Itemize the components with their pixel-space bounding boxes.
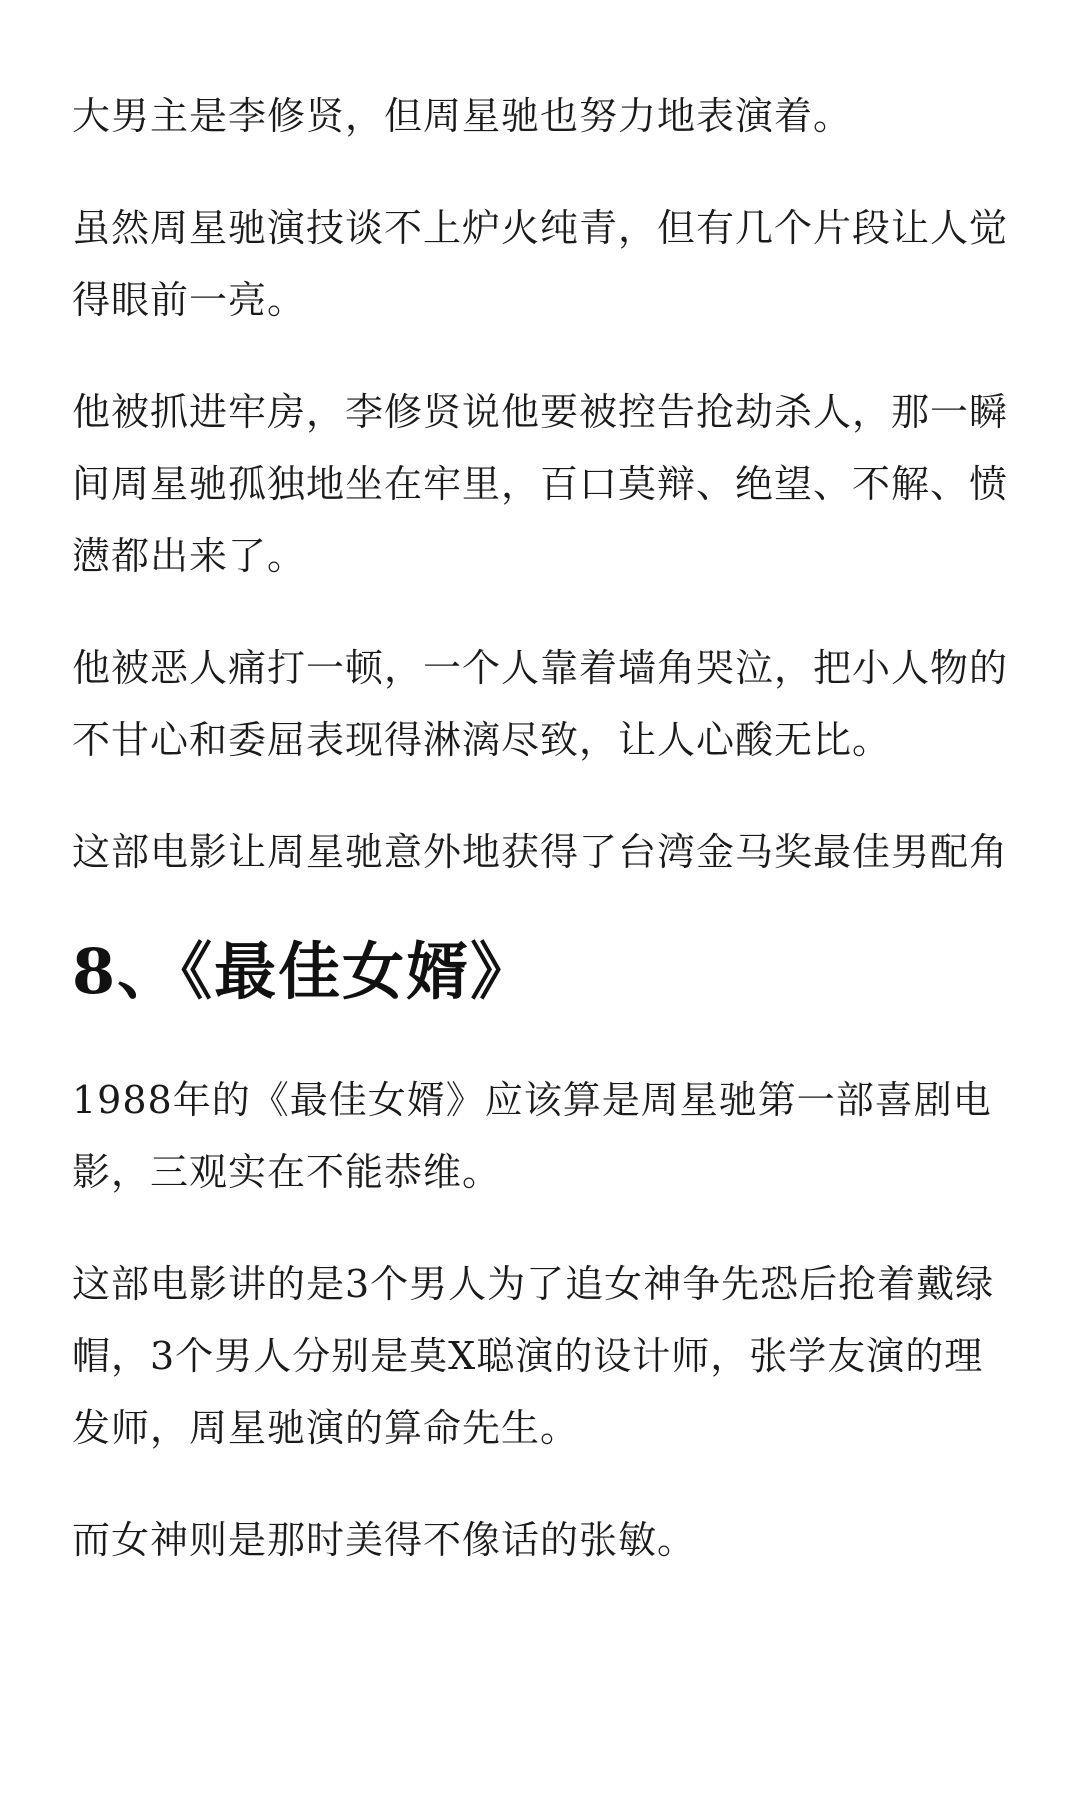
section-heading: 8、《最佳女婿》 bbox=[72, 935, 535, 1008]
paragraph: 大男主是李修贤，但周星驰也努力地表演着。 bbox=[72, 94, 853, 138]
paragraph: 1988年的《最佳女婿》应该算是周星驰第一部喜剧电影，三观实在不能恭维。 bbox=[72, 1078, 992, 1194]
paragraph: 他被抓进牢房，李修贤说他要被控告抢劫杀人，那一瞬间周星驰孤独地坐在牢里，百口莫辩、绝望、不解、愤懑都出来了。 bbox=[72, 390, 1009, 578]
paragraph: 虽然周星驰演技谈不上炉火纯青，但有几个片段让人觉得眼前一亮。 bbox=[72, 206, 1009, 322]
paragraph: 这部电影讲的是3个男人为了追女神争先恐后抢着戴绿帽，3个男人分别是莫X聪演的设计师，张学友演的理发师，周星驰演的算命先生。 bbox=[72, 1262, 995, 1450]
paragraph: 这部电影让周星驰意外地获得了台湾金马奖最佳男配角 bbox=[72, 830, 1009, 874]
paragraph: 他被恶人痛打一顿，一个人靠着墙角哭泣，把小人物的不甘心和委屈表现得淋漓尽致，让人心酸无比。 bbox=[72, 646, 1009, 762]
paragraph: 而女神则是那时美得不像话的张敏。 bbox=[72, 1518, 697, 1562]
